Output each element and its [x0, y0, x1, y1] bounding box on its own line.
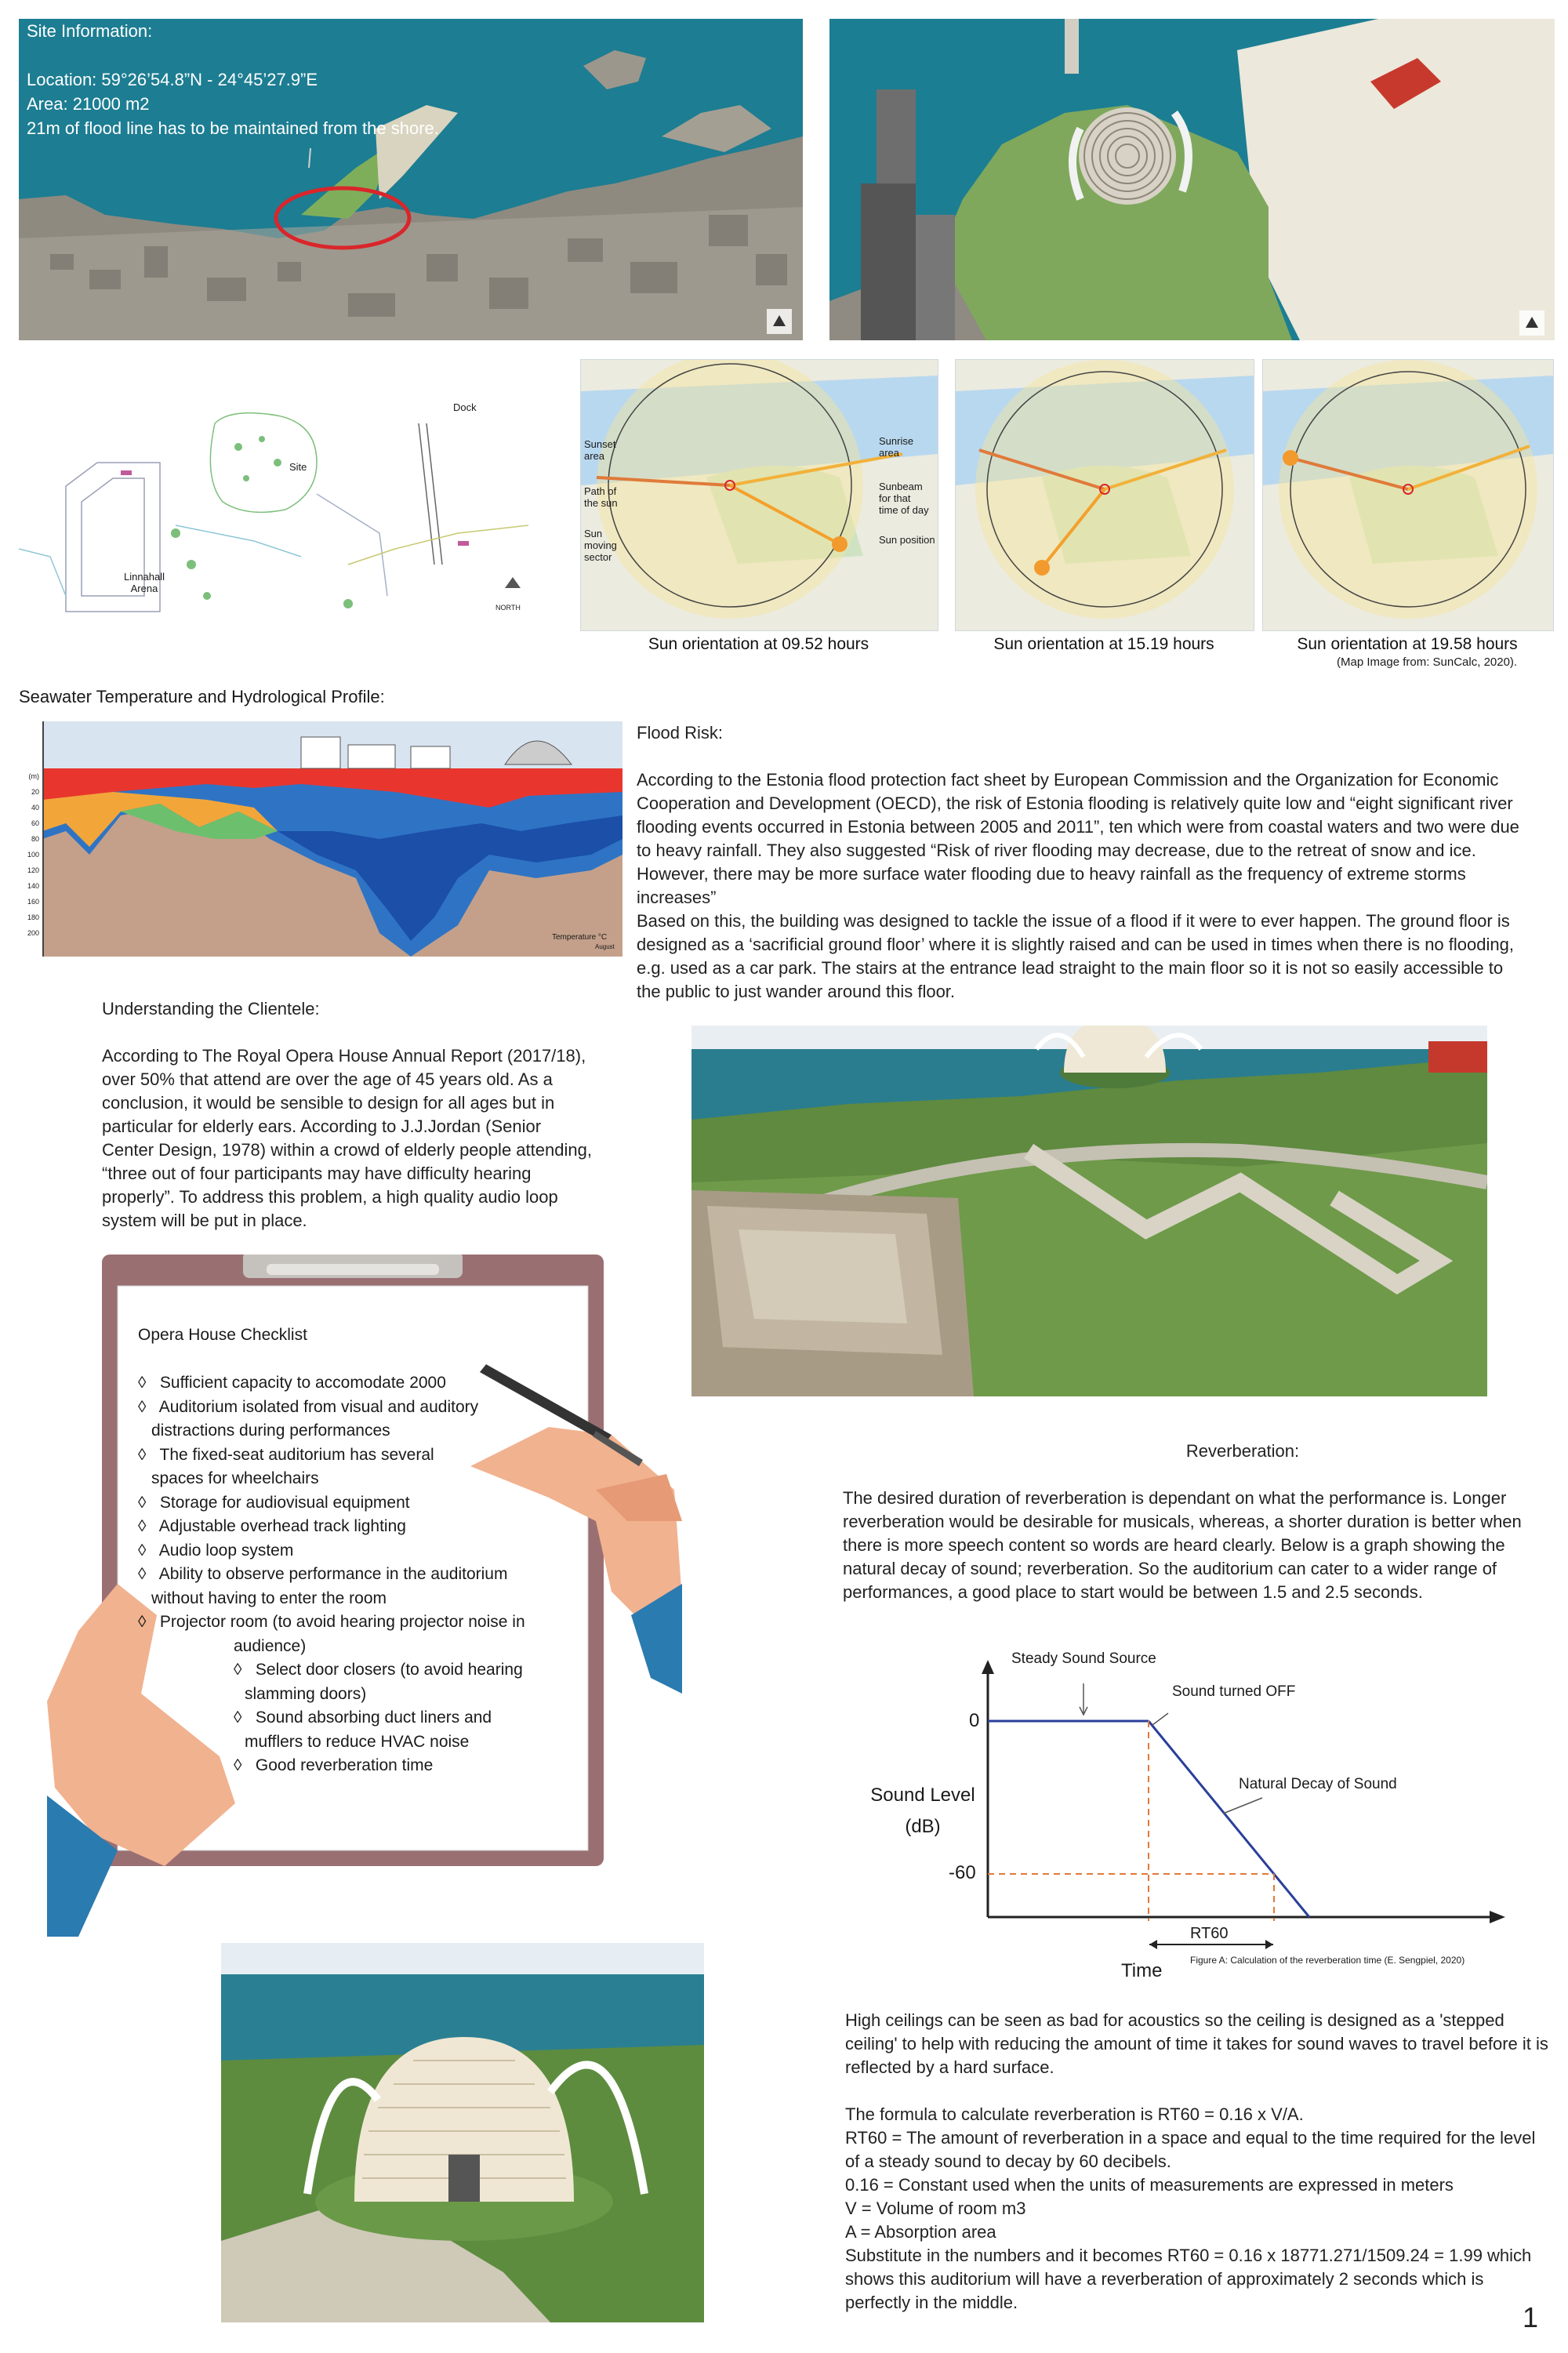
checklist-item-text: Audio loop system	[158, 1541, 294, 1560]
site-flood-line: 21m of flood line has to be maintained from the shore.	[27, 118, 439, 138]
render-aerial-image	[691, 1026, 1487, 1396]
graph-ylabel-line2: (dB)	[905, 1816, 941, 1837]
checklist-item	[138, 1658, 593, 1683]
depth-tick: 100	[27, 851, 39, 859]
legend-moving-line3: sector	[584, 551, 612, 563]
opera-house-render-close	[221, 1943, 704, 2322]
legend-sunbeam-line1: Sunbeam	[879, 481, 923, 492]
depth-tick: 60	[31, 819, 39, 827]
site-plan	[19, 361, 560, 627]
depth-tick: 140	[27, 882, 39, 890]
checklist-item-continued: slamming doors)	[245, 1684, 367, 1703]
profile-legend: Temperature °C	[552, 933, 608, 942]
clientele-title: Understanding the Clientele:	[102, 999, 320, 1019]
checklist-item-text: Select door closers (to avoid hearing	[255, 1661, 523, 1679]
flood-risk-section	[637, 721, 1530, 1004]
legend-sunbeam-line3: time of day	[879, 504, 929, 516]
reverberation-body: The desired duration of reverberation is dependant on what the performance is. Longer reverberation would be desirable for musicals, whereas, a shorter duration is better when there is more speech content so words are heard clearly. Below is a graph showing the natural decay of sound; reverberation. So the auditorium can cater to a wider range of performances, a good place to start would be between 1.5 and 2.5 seconds.	[843, 1488, 1522, 1602]
diamond-bullet-icon: ◊	[138, 1565, 147, 1583]
checklist-item-text: Projector room (to avoid hearing projector noise in	[159, 1613, 525, 1631]
sun-diagram-1958	[1263, 360, 1553, 630]
formula-volume-definition: V = Volume of room m3	[845, 2199, 1026, 2218]
closeup-image	[829, 19, 1555, 340]
arena-label-line1: Linnahall	[123, 571, 165, 583]
sun-panel-1958	[1262, 359, 1554, 631]
checklist-item-continued: audience)	[234, 1636, 307, 1655]
formula-section	[845, 2009, 1551, 2315]
graph-rt60-label: RT60	[1190, 1925, 1229, 1942]
site-closeup-aerial	[829, 19, 1555, 340]
site-plan-site: Site	[289, 461, 307, 473]
diamond-bullet-icon: ◊	[234, 1708, 242, 1727]
checklist-item-text: Ability to observe performance in the auditorium	[158, 1565, 508, 1583]
sun-map-source: (Map Image from: SunCalc, 2020).	[1337, 655, 1518, 669]
graph-y-zero: 0	[969, 1710, 980, 1731]
checklist-item	[138, 1515, 593, 1539]
ceiling-paragraph: High ceilings can be seen as bad for acoustics so the ceiling is designed as a 'stepped ceiling' to help with reducing the amount of time it takes for sound waves to travel before it is reflected by a hard surface.	[845, 2010, 1548, 2077]
diamond-bullet-icon: ◊	[138, 1397, 147, 1416]
render-close-image	[221, 1943, 704, 2322]
checklist-item-text: Good reverberation time	[255, 1756, 434, 1774]
checklist-item	[138, 1443, 593, 1468]
seawater-profile-diagram	[19, 721, 622, 964]
depth-tick: 80	[31, 835, 39, 843]
legend-sunrise-line1: Sunrise	[879, 435, 914, 447]
diamond-bullet-icon: ◊	[234, 1661, 242, 1679]
clientele-body: According to The Royal Opera House Annual Report (2017/18), over 50% that attend are over the age of 45 years old. As a conclusion, it would be sensible to design for all ages but in particular for elderly ears. According to J.J.Jordan (Senior Center Design, 1978) within a crowd of elderly people attending, “three out of four participants may have difficulty hearing properly”. To address this problem, a high quality audio loop system will be put in place.	[102, 1046, 592, 1230]
page-number: 1	[1522, 2301, 1538, 2333]
legend-sun-position: Sun position	[879, 534, 935, 546]
site-information	[27, 19, 575, 140]
legend-sun-moving	[584, 528, 617, 563]
formula-result: Substitute in the numbers and it becomes RT60 = 0.16 x 18771.271/1509.24 = 1.99 which shows this auditorium will have a reverberation of approximately 2 seconds which is perfectly in the middle.	[845, 2246, 1532, 2312]
checklist-item	[138, 1539, 593, 1563]
legend-moving-line1: Sun	[584, 528, 603, 539]
legend-path-line2: the sun	[584, 497, 618, 509]
sun-caption-1958: Sun orientation at 19.58 hours	[1297, 635, 1518, 653]
opera-house-render-aerial	[691, 1026, 1487, 1396]
site-plan-drawing	[19, 361, 560, 627]
profile-graphic	[19, 721, 622, 964]
legend-sunbeam-line2: for that	[879, 492, 911, 504]
checklist-item-text: The fixed-seat auditorium has several	[159, 1445, 434, 1464]
depth-tick: 120	[27, 866, 39, 874]
checklist-item-continued: mufflers to reduce HVAC noise	[245, 1732, 470, 1751]
site-aerial-map	[19, 19, 803, 340]
reverberation-section	[843, 1440, 1548, 1604]
graph-decay-label: Natural Decay of Sound	[1239, 1776, 1397, 1792]
checklist-item	[138, 1706, 593, 1730]
site-location: Location: 59°26’54.8”N - 24°45’27.9”E	[27, 70, 318, 89]
formula-line: The formula to calculate reverberation is RT60 = 0.16 x V/A.	[845, 2104, 1304, 2124]
flood-risk-paragraph-1: According to the Estonia flood protection fact sheet by European Commission and the Organization for Economic Cooperation and Development (OECD), the risk of Estonia flooding is relatively quite low and “eight significant river flooding events occurred in Estonia between 2005 and 2011”, ten which were from coastal waters and two were due to heavy rainfall. They also suggested “Risk of river flooding may decrease, due to the retreat of snow and ice. However, there may be more surface water flooding due to heavy rainfall as the frequency of extreme storms increases”	[637, 770, 1519, 907]
formula-rt60-definition: RT60 = The amount of reverberation in a space and equal to the time required for the level of a steady sound to decay by 60 decibels.	[845, 2128, 1536, 2171]
sun-caption-1519: Sun orientation at 15.19 hours	[993, 635, 1214, 653]
checklist-item	[138, 1371, 593, 1396]
reverberation-title: Reverberation:	[1185, 1441, 1300, 1461]
graph-ylabel-line1: Sound Level	[870, 1785, 975, 1806]
depth-tick: 160	[27, 898, 39, 906]
legend-sunrise-line2: area	[879, 447, 900, 459]
graph-y-axis-label	[864, 1780, 982, 1843]
graph-x-axis-label: Time	[1121, 1960, 1163, 1981]
profile-title: Seawater Temperature and Hydrological Profile:	[19, 687, 385, 706]
checklist-item	[138, 1491, 593, 1516]
checklist-item	[138, 1754, 593, 1778]
site-area: Area: 21000 m2	[27, 94, 150, 114]
diamond-bullet-icon: ◊	[138, 1517, 147, 1535]
checklist-item-continued: spaces for wheelchairs	[151, 1469, 319, 1487]
checklist-item-text: Sufficient capacity to accomodate 2000	[159, 1374, 446, 1392]
site-plan-north: NORTH	[495, 604, 521, 612]
flood-risk-paragraph-2: Based on this, the building was designed to tackle the issue of a flood if it were to ever happen. The ground floor is designed as a ‘sacrificial ground floor’ where it is slightly raised and can be used in times when there is no flooding, e.g. used as a car park. The stairs at the entrance lead straight to the main floor so it is not so easily accessible to the public to just wander around this floor.	[637, 911, 1514, 1001]
legend-sunset-line2: area	[584, 450, 605, 462]
profile-axis	[19, 768, 39, 941]
diamond-bullet-icon: ◊	[138, 1374, 147, 1392]
diamond-bullet-icon: ◊	[138, 1445, 147, 1464]
profile-month: August	[595, 943, 615, 950]
legend-sunbeam	[879, 481, 929, 516]
sun-diagram-1519	[956, 360, 1254, 630]
site-plan-arena	[113, 571, 176, 594]
legend-sunset-area	[584, 438, 615, 462]
profile-unit: (m)	[28, 772, 39, 780]
checklist-item	[138, 1563, 593, 1587]
checklist-title: Opera House Checklist	[138, 1326, 307, 1344]
depth-tick: 40	[31, 804, 39, 812]
checklist-item-continued: without having to enter the room	[151, 1589, 387, 1607]
graph-y-minus60: -60	[949, 1862, 976, 1883]
sun-panel-1519	[955, 359, 1254, 631]
sun-caption-0952: Sun orientation at 09.52 hours	[648, 635, 869, 653]
diamond-bullet-icon: ◊	[138, 1613, 147, 1631]
checklist-item-text: Adjustable overhead track lighting	[158, 1517, 406, 1535]
formula-constant-definition: 0.16 = Constant used when the units of measurements are expressed in meters	[845, 2175, 1454, 2195]
diamond-bullet-icon: ◊	[138, 1493, 147, 1512]
arena-label-line2: Arena	[130, 583, 158, 594]
checklist-item-continued: distractions during performances	[151, 1422, 390, 1440]
checklist-item-text: Sound absorbing duct liners and	[255, 1708, 492, 1727]
legend-path-of-sun	[584, 485, 618, 509]
checklist-text	[138, 1324, 593, 1778]
sun-panel-0952	[580, 359, 938, 631]
graph-turned-off-label: Sound turned OFF	[1172, 1683, 1296, 1700]
site-info-title: Site Information:	[27, 21, 153, 41]
checklist-item-text: Auditorium isolated from visual and auditory	[158, 1397, 479, 1416]
diamond-bullet-icon: ◊	[234, 1756, 242, 1774]
checklist-item	[138, 1396, 593, 1420]
flood-risk-title: Flood Risk:	[637, 723, 724, 743]
depth-tick: 20	[31, 788, 39, 796]
legend-path-line1: Path of	[584, 485, 617, 497]
checklist-item-text: Storage for audiovisual equipment	[159, 1493, 410, 1512]
checklist-item	[138, 1610, 593, 1635]
legend-sunset-line1: Sunset	[584, 438, 616, 450]
formula-absorption-definition: A = Absorption area	[845, 2222, 996, 2242]
site-plan-dock: Dock	[453, 401, 477, 413]
legend-sunrise-area	[879, 435, 913, 459]
legend-moving-line2: moving	[584, 539, 617, 551]
depth-tick: 180	[27, 913, 39, 921]
graph-caption: Figure A: Calculation of the reverberation time (E. Sengpiel, 2020)	[1190, 1955, 1465, 1966]
graph-steady-label: Steady Sound Source	[1011, 1650, 1156, 1667]
rt60-graph	[855, 1650, 1544, 1988]
clientele-section	[102, 997, 596, 1233]
diamond-bullet-icon: ◊	[138, 1541, 147, 1560]
depth-tick: 200	[27, 929, 39, 937]
